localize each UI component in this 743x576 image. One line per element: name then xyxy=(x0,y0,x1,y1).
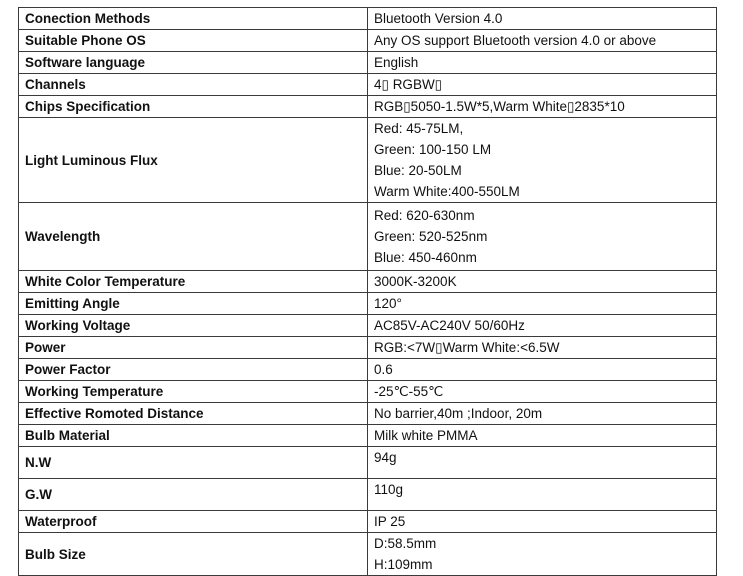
spec-label: Wavelength xyxy=(19,203,368,271)
spec-value-line: 4▯ RGBW▯ xyxy=(374,77,443,92)
spec-label: N.W xyxy=(19,447,368,479)
spec-value-line: Milk white PMMA xyxy=(374,428,478,443)
spec-label: White Color Temperature xyxy=(19,271,368,293)
spec-value-line: Bluetooth Version 4.0 xyxy=(374,11,503,26)
spec-value-line: AC85V-AC240V 50/60Hz xyxy=(374,318,525,333)
spec-row xyxy=(19,8,717,30)
spec-label: Effective Romoted Distance xyxy=(19,403,368,425)
spec-row xyxy=(19,381,717,403)
spec-label: Waterproof xyxy=(19,511,368,533)
spec-value xyxy=(368,447,717,479)
spec-value-line: 0.6 xyxy=(374,362,393,377)
spec-value xyxy=(368,337,717,359)
spec-value-line: Warm White:400-550LM xyxy=(374,184,520,199)
spec-row xyxy=(19,293,717,315)
spec-value-line: English xyxy=(374,55,419,70)
spec-label: Working Voltage xyxy=(19,315,368,337)
spec-value xyxy=(368,52,717,74)
spec-value-line: Green: 520-525nm xyxy=(374,229,488,244)
spec-value-line: Green: 100-150 LM xyxy=(374,142,492,157)
spec-row xyxy=(19,96,717,118)
spec-row xyxy=(19,425,717,447)
spec-value-line: RGB:<7W▯Warm White:<6.5W xyxy=(374,340,560,355)
spec-row xyxy=(19,359,717,381)
spec-label: Conection Methods xyxy=(19,8,368,30)
spec-row xyxy=(19,30,717,52)
spec-value-line: D:58.5mm xyxy=(374,536,437,551)
spec-row xyxy=(19,447,717,479)
spec-label: G.W xyxy=(19,479,368,511)
spec-value-line: 94g xyxy=(374,450,397,465)
spec-value xyxy=(368,8,717,30)
spec-value-line: RGB▯5050-1.5W*5,Warm White▯2835*10 xyxy=(374,99,625,114)
spec-value xyxy=(368,293,717,315)
spec-row xyxy=(19,533,717,576)
spec-row xyxy=(19,74,717,96)
spec-row xyxy=(19,118,717,203)
spec-value-line: IP 25 xyxy=(374,514,406,529)
spec-value xyxy=(368,533,717,576)
spec-row xyxy=(19,479,717,511)
spec-value xyxy=(368,74,717,96)
spec-label: Power xyxy=(19,337,368,359)
spec-value xyxy=(368,118,717,203)
spec-label: Channels xyxy=(19,74,368,96)
spec-value-line: Any OS support Bluetooth version 4.0 or above xyxy=(374,33,657,48)
spec-row xyxy=(19,511,717,533)
spec-label: Emitting Angle xyxy=(19,293,368,315)
spec-value-line: Blue: 20-50LM xyxy=(374,163,462,178)
spec-value-line: 3000K-3200K xyxy=(374,274,457,289)
spec-value xyxy=(368,203,717,271)
spec-row xyxy=(19,403,717,425)
spec-value xyxy=(368,96,717,118)
spec-value-line: 120° xyxy=(374,296,402,311)
spec-label: Bulb Size xyxy=(19,533,368,576)
spec-value-line: Red: 45-75LM, xyxy=(374,121,464,136)
spec-value xyxy=(368,511,717,533)
spec-row xyxy=(19,271,717,293)
spec-value xyxy=(368,403,717,425)
spec-label: Power Factor xyxy=(19,359,368,381)
spec-row xyxy=(19,52,717,74)
spec-value xyxy=(368,30,717,52)
spec-value xyxy=(368,271,717,293)
spec-value xyxy=(368,381,717,403)
spec-row xyxy=(19,203,717,271)
spec-value xyxy=(368,425,717,447)
spec-value xyxy=(368,479,717,511)
spec-value-line: -25℃-55℃ xyxy=(374,384,444,399)
spec-value-line: Red: 620-630nm xyxy=(374,208,475,223)
spec-label: Working Temperature xyxy=(19,381,368,403)
spec-label: Software language xyxy=(19,52,368,74)
spec-label: Light Luminous Flux xyxy=(19,118,368,203)
spec-row xyxy=(19,315,717,337)
spec-value-line: Blue: 450-460nm xyxy=(374,250,477,265)
spec-table xyxy=(18,7,717,576)
spec-row xyxy=(19,337,717,359)
spec-label: Bulb Material xyxy=(19,425,368,447)
spec-value xyxy=(368,315,717,337)
spec-label: Chips Specification xyxy=(19,96,368,118)
spec-label: Suitable Phone OS xyxy=(19,30,368,52)
spec-value-line: 110g xyxy=(374,482,404,497)
spec-value-line: H:109mm xyxy=(374,557,433,572)
spec-value xyxy=(368,359,717,381)
spec-value-line: No barrier,40m ;Indoor, 20m xyxy=(374,406,543,421)
